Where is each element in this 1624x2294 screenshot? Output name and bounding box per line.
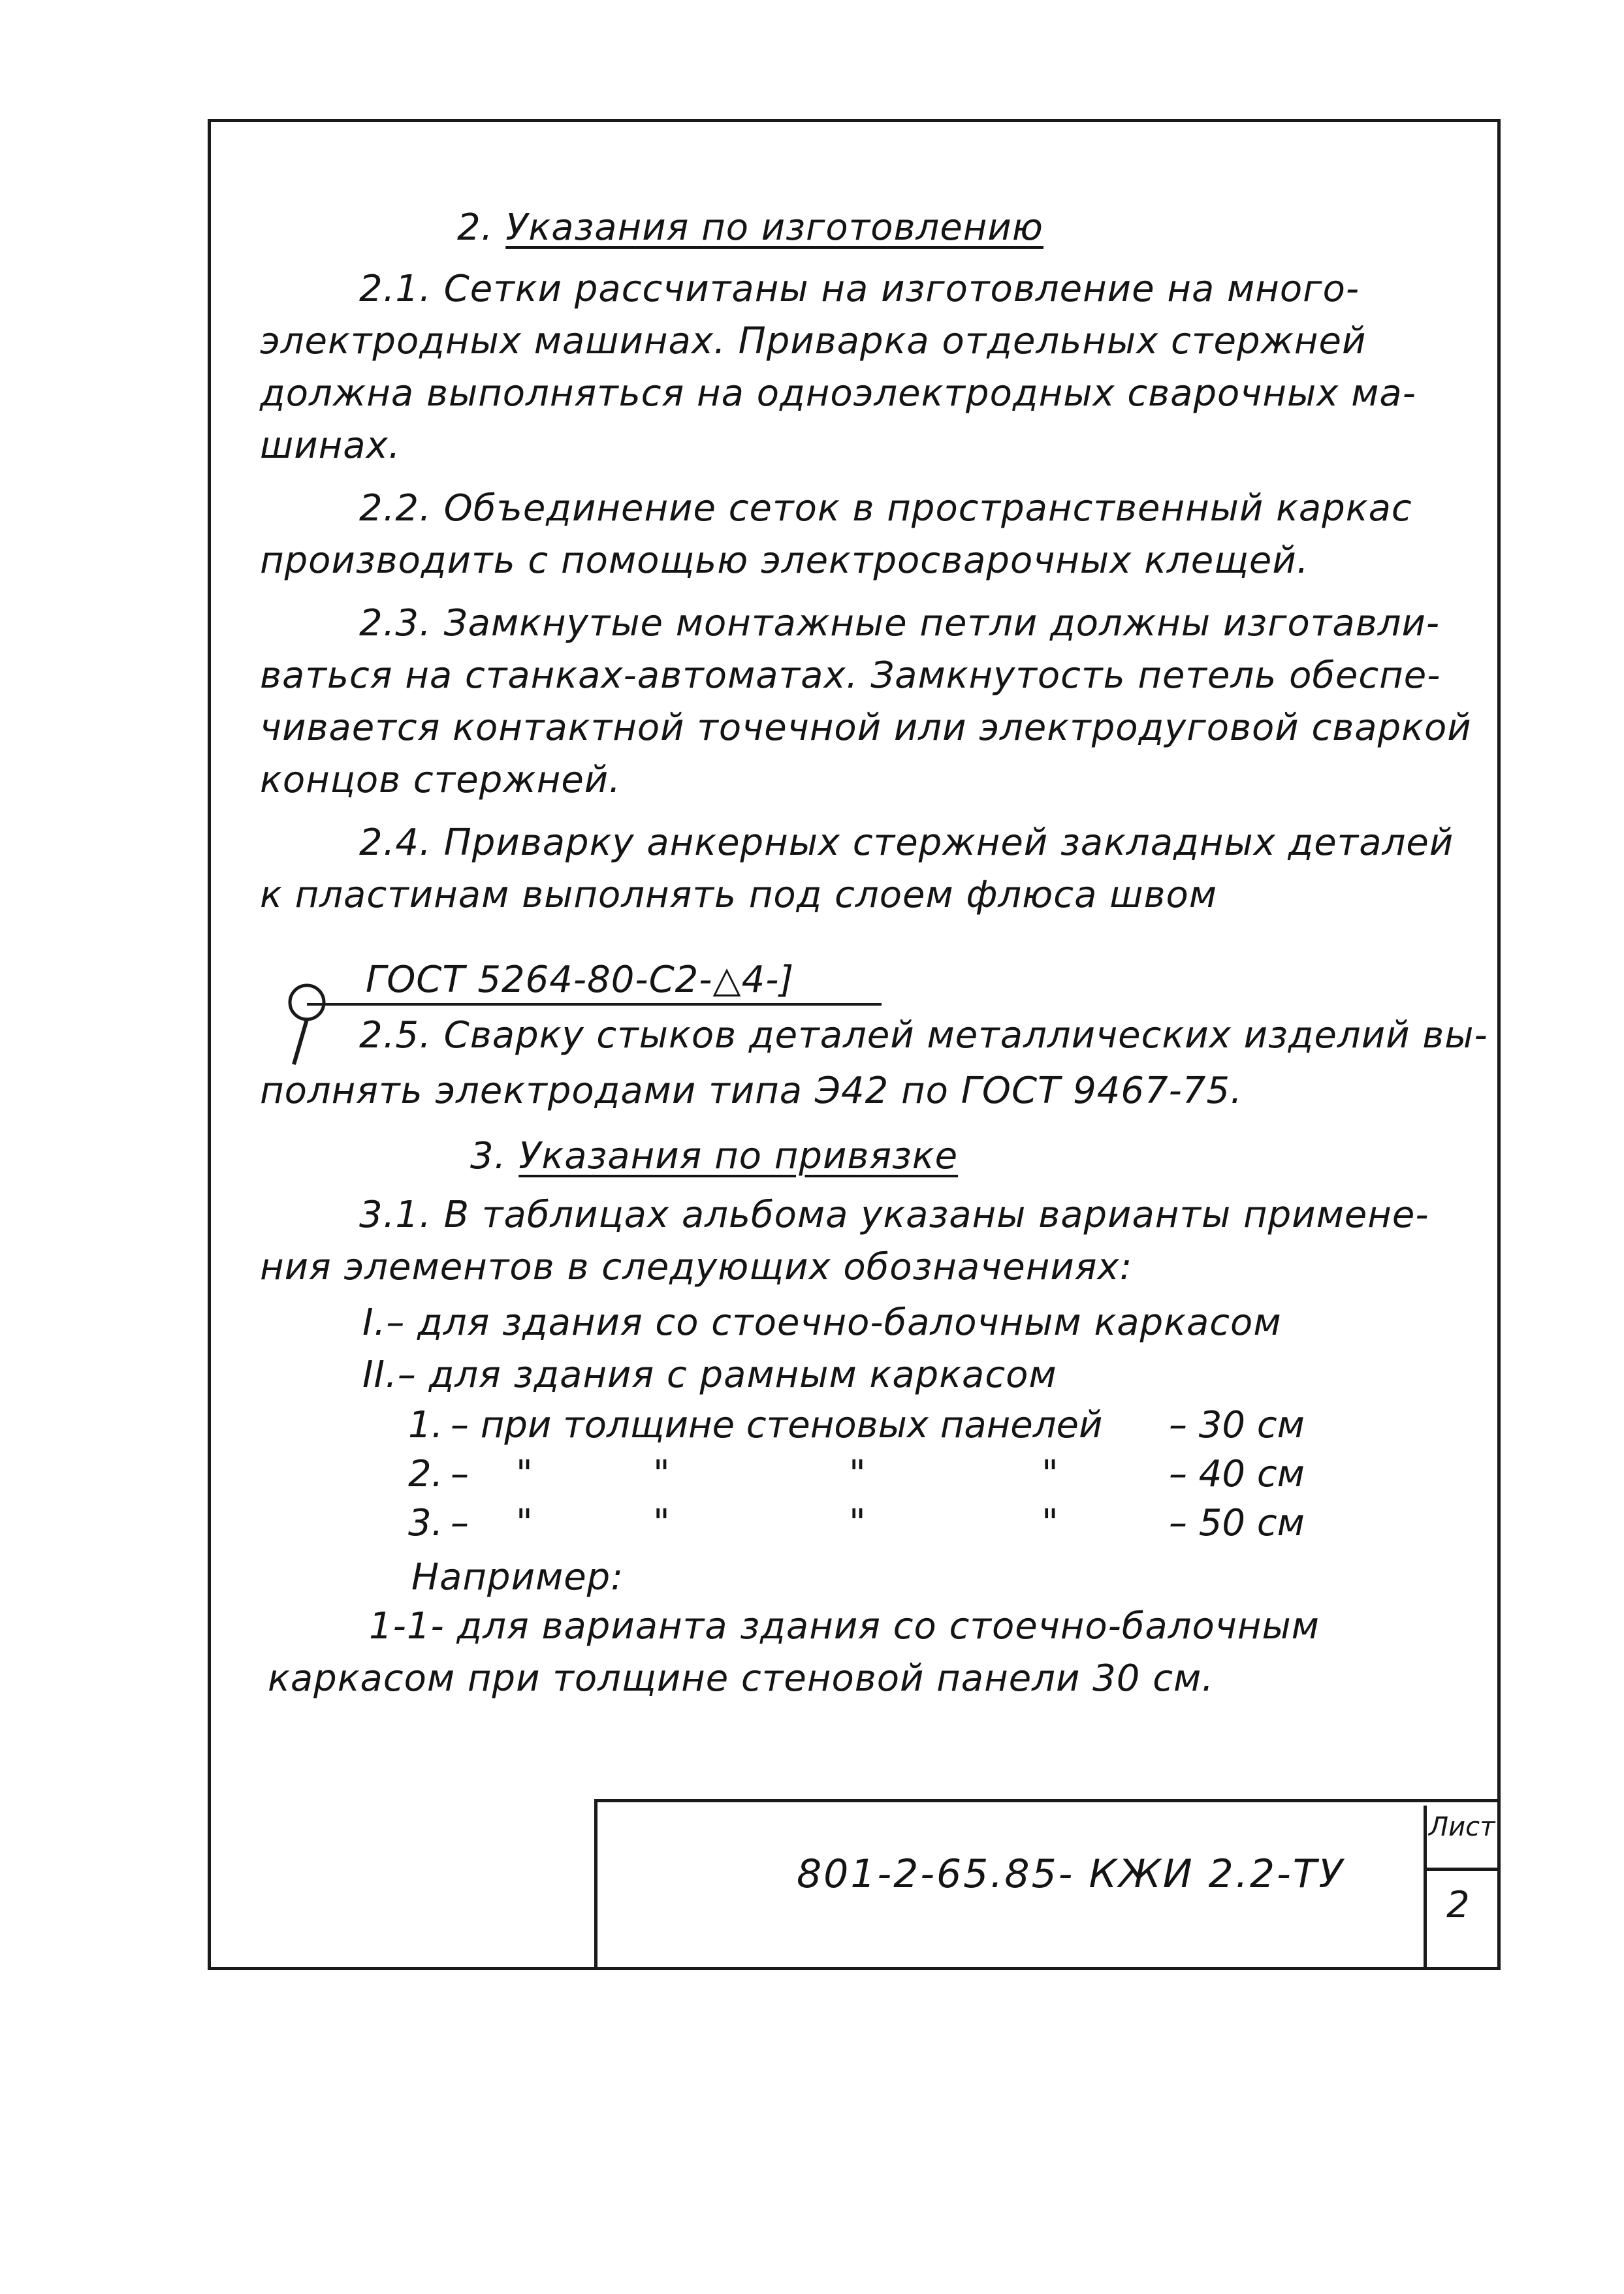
section-2-heading bbox=[457, 208, 1043, 248]
section-3-title: Указания по привязке bbox=[518, 1135, 959, 1177]
section-2-number: 2. bbox=[457, 206, 494, 249]
sheet-number: 2 bbox=[1446, 1884, 1470, 1926]
document-code: 801-2-65.85- КЖИ 2.2-ТУ bbox=[797, 1851, 1345, 1897]
p22-line-1: 2.2. Объединение сеток в пространственный каркас bbox=[359, 487, 1412, 530]
p21-line-2: электродных машинах. Приварка отдельных стержней bbox=[260, 320, 1367, 362]
p31-line-1: 3.1. В таблицах альбома указаны варианты примене- bbox=[359, 1194, 1429, 1236]
row-value: – 30 см bbox=[1169, 1404, 1305, 1446]
weld-leader-line bbox=[307, 1003, 882, 1006]
p23-line-2: ваться на станках-автоматах. Замкнутость петель обеспе- bbox=[260, 654, 1441, 697]
ditto-mark: " bbox=[849, 1502, 866, 1544]
ditto-mark: " bbox=[1042, 1453, 1059, 1495]
ditto-mark: " bbox=[849, 1453, 866, 1495]
example-label: Например: bbox=[411, 1556, 624, 1599]
p24-line-1: 2.4. Приварку анкерных стержней закладных деталей bbox=[359, 821, 1454, 864]
p23-line-3: чивается контактной точечной или электродуговой сваркой bbox=[260, 707, 1472, 749]
row-text: – bbox=[451, 1502, 469, 1544]
sheet-label: Лист bbox=[1429, 1812, 1495, 1842]
section-3-number: 3. bbox=[470, 1135, 507, 1177]
row-text: – bbox=[451, 1453, 469, 1495]
row-text: – при толщине стеновых панелей bbox=[451, 1404, 1103, 1446]
ditto-mark: " bbox=[1042, 1502, 1059, 1544]
p22-line-2: производить с помощью электросварочных клещей. bbox=[260, 539, 1309, 582]
p25-line-1: 2.5. Сварку стыков деталей металлических изделий вы- bbox=[359, 1014, 1488, 1057]
sheet-cell-divider bbox=[1424, 1868, 1501, 1871]
section-2-title: Указания по изготовлению bbox=[505, 206, 1043, 249]
row-number: 2. bbox=[408, 1453, 443, 1495]
weld-symbol-icon bbox=[278, 976, 336, 1068]
row-value: – 40 см bbox=[1169, 1453, 1305, 1495]
ditto-mark: " bbox=[653, 1453, 670, 1495]
p21-line-1: 2.1. Сетки рассчитаны на изготовление на много- bbox=[359, 268, 1360, 310]
p21-line-3: должна выполняться на одноэлектродных сварочных ма- bbox=[260, 372, 1416, 415]
p25-line-2: полнять электродами типа Э42 по ГОСТ 9467-75. bbox=[260, 1070, 1243, 1112]
ditto-mark: " bbox=[653, 1502, 670, 1544]
section-3-heading bbox=[470, 1136, 958, 1177]
weld-gost-designation: ГОСТ 5264-80-С2-△4-] bbox=[366, 959, 795, 1001]
p24-line-2: к пластинам выполнять под слоем флюса швом bbox=[260, 874, 1217, 916]
ditto-mark: " bbox=[516, 1502, 533, 1544]
p21-line-4: шинах. bbox=[260, 424, 401, 467]
frame-type-1: I.– для здания со стоечно-балочным каркасом bbox=[362, 1301, 1282, 1344]
p31-line-2: ния элементов в следующих обозначениях: bbox=[260, 1246, 1133, 1288]
example-line-1: 1-1- для варианта здания со стоечно-балочным bbox=[369, 1605, 1320, 1648]
row-value: – 50 см bbox=[1169, 1502, 1305, 1544]
ditto-mark: " bbox=[516, 1453, 533, 1495]
example-line-2: каркасом при толщине стеновой панели 30 см. bbox=[268, 1657, 1215, 1700]
p23-line-4: концов стержней. bbox=[260, 759, 622, 801]
frame-type-2: II.– для здания с рамным каркасом bbox=[362, 1354, 1057, 1396]
p23-line-1: 2.3. Замкнутые монтажные петли должны изготавли- bbox=[359, 602, 1441, 645]
row-number: 3. bbox=[408, 1502, 443, 1544]
row-number: 1. bbox=[408, 1404, 443, 1446]
